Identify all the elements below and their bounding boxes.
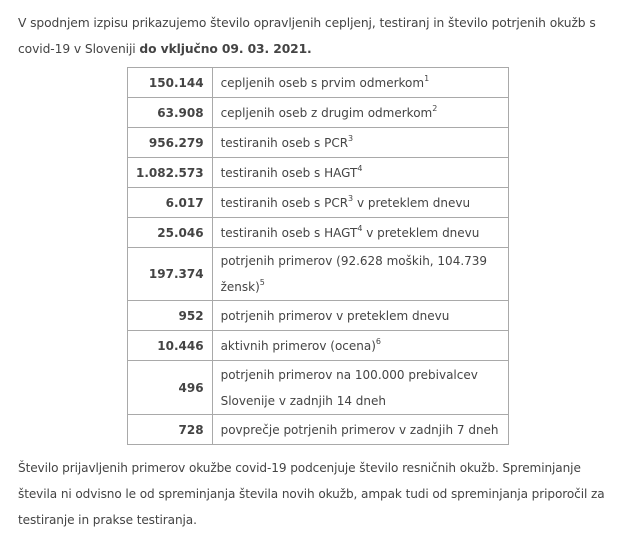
table-row	[128, 218, 509, 248]
footnote-marker: 4	[357, 163, 363, 173]
row-text: potrjenih primerov (92.628 moških, 104.739 žensk)	[220, 254, 488, 294]
row-text-suffix: v preteklem dnevu	[362, 225, 480, 240]
intro-text: V spodnjem izpisu prikazujemo število opravljenih cepljenj, testiranj in število potrjenih okužb s covid-19 v Sloveniji	[18, 16, 596, 56]
footnote-marker: 3	[348, 193, 354, 203]
footnote-marker: 1	[424, 73, 430, 83]
row-text: testiranih oseb s PCR	[220, 135, 349, 150]
footer-note: Število prijavljenih primerov okužbe covid-19 podcenjuje število resničnih okužb. Spreminjanje števila ni odvisno le od spreminjanja števila novih okužb, ampak tudi od spreminjanja priporočil za testiranje in prakse testiranja.	[18, 461, 605, 527]
row-value: 10.446	[128, 331, 213, 361]
row-description	[212, 128, 508, 158]
row-text: cepljenih oseb z drugim odmerkom	[220, 105, 433, 120]
row-value: 1.082.573	[128, 158, 213, 188]
row-text-suffix: v preteklem dnevu	[353, 195, 471, 210]
table-row	[128, 361, 509, 415]
row-text: potrjenih primerov na 100.000 prebivalcev Slovenije v zadnjih 14 dneh	[220, 367, 478, 408]
row-value: 63.908	[128, 98, 213, 128]
footnote-marker: 6	[375, 336, 382, 346]
row-description	[212, 98, 508, 128]
footnote-marker: 2	[432, 103, 438, 113]
row-text: cepljenih oseb s prvim odmerkom	[220, 75, 425, 90]
table-row	[128, 331, 509, 361]
intro-paragraph	[18, 10, 618, 62]
row-value: 728	[128, 415, 213, 445]
row-description	[212, 361, 508, 415]
row-description	[212, 158, 508, 188]
row-text: povprečje potrjenih primerov v zadnjih 7 dneh	[220, 422, 499, 437]
row-description	[212, 218, 508, 248]
table-row	[128, 98, 509, 128]
table-row	[128, 128, 509, 158]
row-description	[212, 248, 508, 301]
row-value: 496	[128, 361, 213, 415]
row-value: 956.279	[128, 128, 213, 158]
row-value: 150.144	[128, 68, 213, 98]
footnote-marker: 5	[259, 278, 265, 287]
row-value: 6.017	[128, 188, 213, 218]
footnote-marker: 4	[357, 223, 363, 233]
row-value: 25.046	[128, 218, 213, 248]
row-value: 197.374	[128, 248, 213, 301]
row-text: potrjenih primerov v preteklem dnevu	[220, 308, 450, 323]
table-row	[128, 68, 509, 98]
row-description	[212, 68, 508, 98]
row-text: testiranih oseb s PCR	[220, 195, 349, 210]
row-text: testiranih oseb s HAGT	[220, 225, 358, 240]
table-row	[128, 415, 509, 445]
table-row	[128, 301, 509, 331]
row-value: 952	[128, 301, 213, 331]
row-description	[212, 188, 508, 218]
footnote-marker: 3	[348, 133, 354, 143]
table-row	[128, 188, 509, 218]
row-text: testiranih oseb s HAGT	[220, 165, 358, 180]
table-row	[128, 158, 509, 188]
row-text: aktivnih primerov (ocena)	[220, 338, 376, 353]
statistics-table	[127, 67, 509, 445]
row-description	[212, 301, 508, 331]
intro-date: do vključno 09. 03. 2021.	[139, 42, 312, 56]
row-description	[212, 415, 508, 445]
table-row	[128, 248, 509, 301]
row-description	[212, 331, 508, 361]
